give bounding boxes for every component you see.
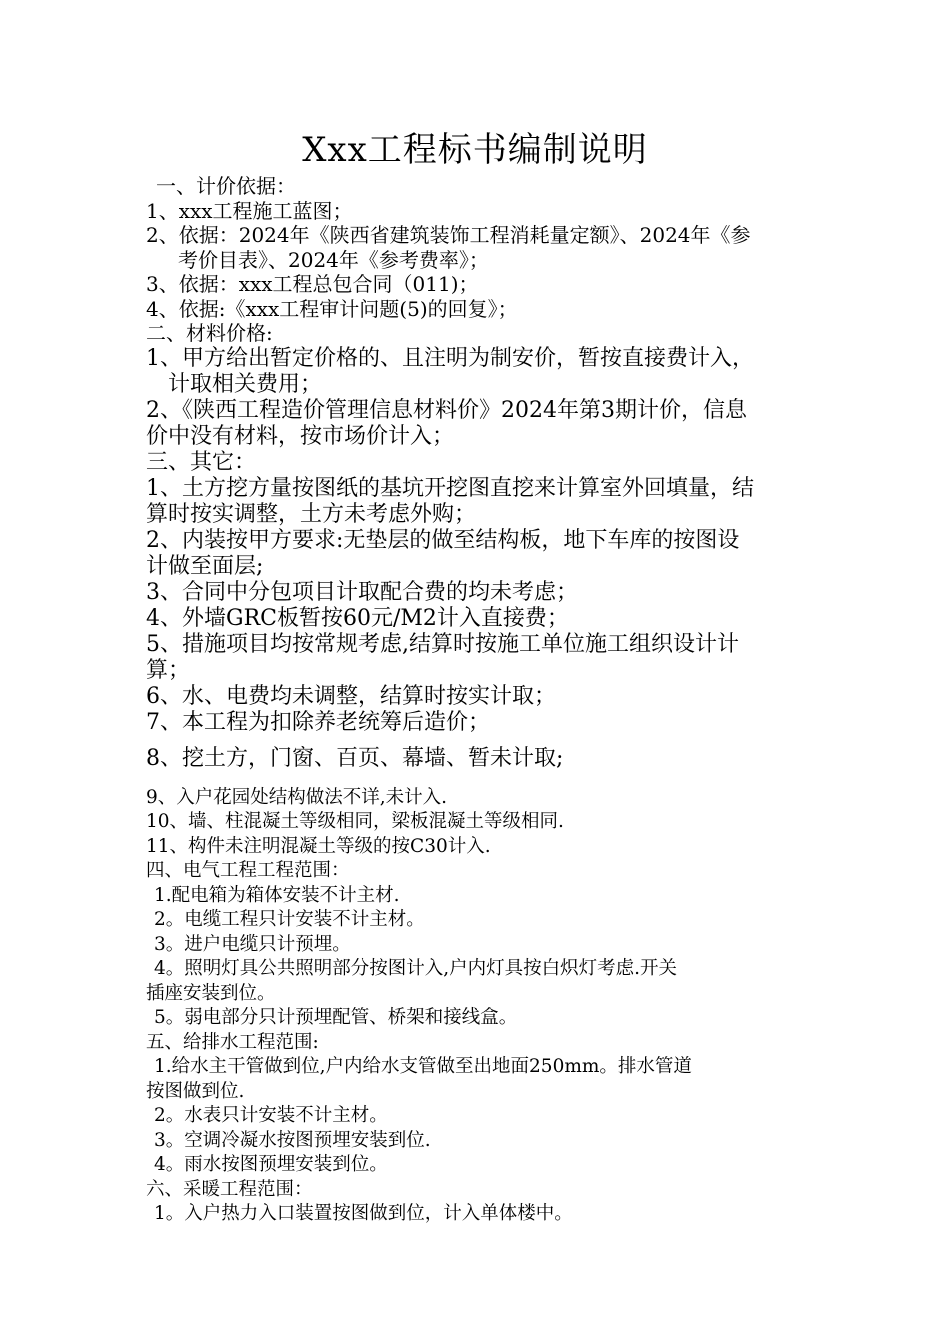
text-line: 5、措施项目均按常规考虑,结算时按施工单位施工组织设计计 (146, 631, 739, 657)
text-line: 1。入户热力入口装置按图做到位，计入单体楼中。 (154, 1203, 573, 1224)
text-line: 4、依据:《xxx工程审计问题(5)的回复》； (146, 296, 518, 321)
document-body (146, 174, 816, 1227)
text-line: 10、墙、柱混凝土等级相同，梁板混凝土等级相同. (146, 811, 564, 832)
text-line: 计做至面层; (146, 553, 264, 579)
text-line: 算； (146, 657, 191, 683)
text-line: 1、土方挖方量按图纸的基坑开挖图直挖来计算室外回填量，结 (146, 475, 754, 501)
text-line: 2、《陕西工程造价管理信息材料价》2024年第3期计价，信息 (146, 397, 747, 423)
text-line: 1.给水主干管做到位,户内给水支管做至出地面250mm。排水管道 (154, 1056, 692, 1077)
text-line: 按图做到位. (146, 1080, 245, 1102)
text-line: 3。进户电缆只计预埋。 (154, 933, 351, 955)
section-heading: 二、材料价格: (146, 321, 273, 345)
text-line: 5。弱电部分只计预埋配管、桥架和接线盒。 (154, 1007, 518, 1028)
text-line: 7、本工程为扣除养老统筹后造价； (146, 709, 490, 735)
text-line: 4。照明灯具公共照明部分按图计入,户内灯具按白炽灯考虑.开关 (154, 958, 678, 979)
text-line: 8、挖土方，门窗、百页、幕墙、暂未计取; (146, 745, 564, 771)
text-line: 1、甲方给出暂定价格的、且注明为制安价，暂按直接费计入， (146, 345, 754, 371)
text-line: 6、水、电费均未调整，结算时按实计取； (146, 683, 556, 709)
text-line: 2。水表只计安装不计主材。 (154, 1105, 388, 1126)
section-heading: 六、采暖工程范围： (146, 1178, 313, 1200)
text-line: 算时按实调整，土方未考虑外购； (146, 501, 477, 527)
text-line: 计取相关费用； (168, 371, 323, 397)
section-heading: 三、其它： (146, 449, 257, 475)
section-heading: 一、计价依据： (156, 174, 296, 198)
text-line: 11、构件未注明混凝土等级的按C30计入. (146, 835, 491, 857)
text-line: 1.配电箱为箱体安装不计主材. (154, 884, 400, 906)
text-line: 价中没有材料，按市场价计入； (146, 423, 455, 449)
text-line: 2。电缆工程只计安装不计主材。 (154, 909, 425, 930)
text-line: 1、xxx工程施工蓝图； (146, 198, 353, 223)
text-line: 插座安装到位。 (146, 982, 276, 1004)
text-line: 2、依据：2024年《陕西省建筑装饰工程消耗量定额》、2024年《参 (146, 223, 751, 247)
text-line: 4。雨水按图预埋安装到位。 (154, 1154, 388, 1175)
text-line: 2、内装按甲方要求:无垫层的做至结构板，地下车库的按图设 (146, 527, 740, 553)
text-line: 3、依据：xxx工程总包合同（011)； (146, 272, 479, 296)
document-title: Xxx工程标书编制说明 (302, 130, 648, 170)
text-line: 9、入户花园处结构做法不详,未计入. (146, 786, 448, 808)
text-line: 考价目表》、2024年《参考费率》； (178, 247, 489, 272)
text-line: 3、合同中分包项目计取配合费的均未考虑； (146, 579, 578, 605)
section-heading: 五、给排水工程范围: (146, 1031, 319, 1053)
text-line: 3。空调冷凝水按图预埋安装到位. (154, 1129, 431, 1151)
text-line: 4、外墙GRC板暂按60元/M2计入直接费； (146, 605, 569, 631)
section-heading: 四、电气工程工程范围： (146, 860, 350, 881)
